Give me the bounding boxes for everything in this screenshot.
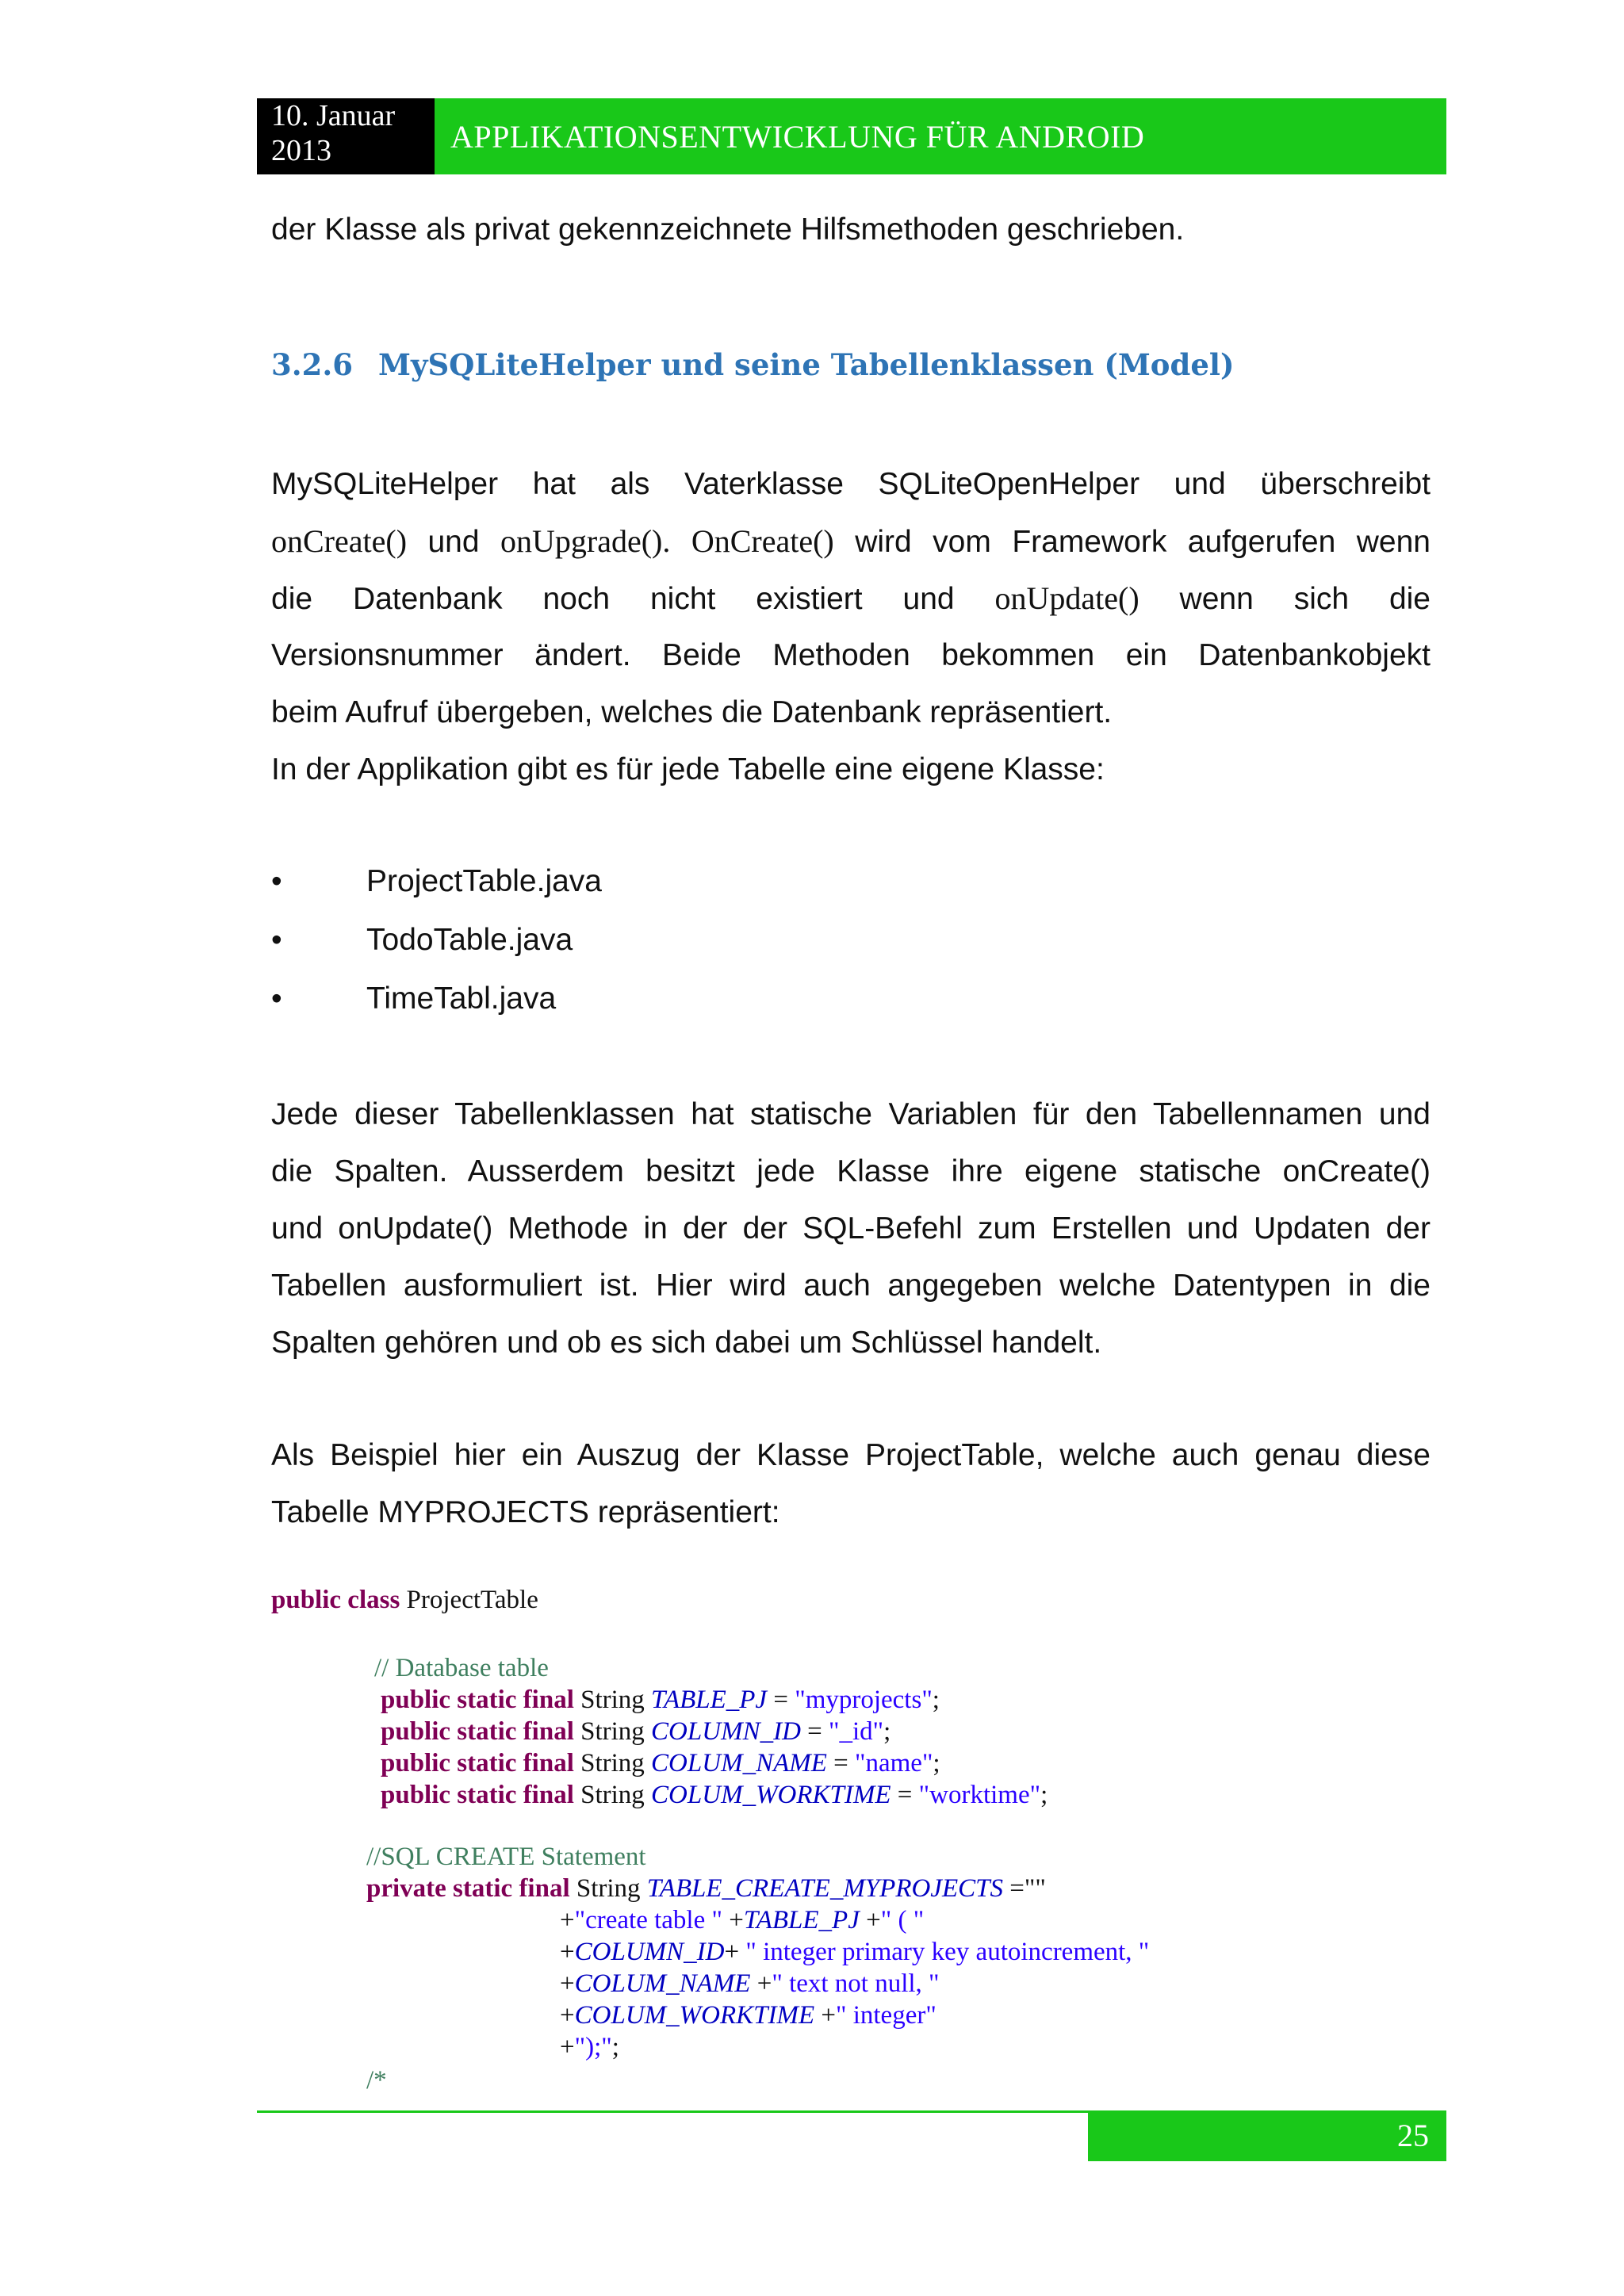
para2-line4: Tabellen ausformuliert ist. Hier wird auch angegeben welche Datentypen in die bbox=[271, 1269, 1431, 1303]
code-op: = bbox=[767, 1686, 795, 1714]
header-date-year: 2013 bbox=[271, 134, 331, 167]
code-string: "name" bbox=[855, 1749, 933, 1777]
code-ref-onupdate: onUpdate() bbox=[994, 580, 1139, 616]
code-line bbox=[560, 1936, 1149, 1968]
code-field: COLUM_NAME bbox=[574, 1969, 751, 1998]
code-line bbox=[381, 1779, 1048, 1811]
code-comment bbox=[374, 1652, 549, 1684]
bullet-icon: • bbox=[271, 982, 282, 1016]
para2-line3: und onUpdate() Methode in der der SQL-Befehl zum Erstellen und Updaten der bbox=[271, 1211, 1431, 1246]
code-field: COLUMN_ID bbox=[574, 1938, 725, 1966]
code-string: " integer" bbox=[836, 2001, 936, 2030]
code-type: String bbox=[573, 1749, 652, 1777]
header-date bbox=[257, 98, 435, 174]
intro-line: der Klasse als privat gekennzeichnete Hilfsmethoden geschrieben. bbox=[271, 212, 1185, 247]
code-op: ; bbox=[932, 1686, 940, 1714]
code-field: TABLE_PJ bbox=[743, 1906, 860, 1934]
code-keyword: public static final bbox=[381, 1749, 574, 1777]
code-string: "_id" bbox=[829, 1717, 884, 1746]
para3-line1: Als Beispiel hier ein Auszug der Klasse ProjectTable, welche auch genau diese bbox=[271, 1438, 1431, 1472]
code-line bbox=[560, 2031, 619, 2063]
code-string: " integer primary key autoincrement, " bbox=[745, 1938, 1150, 1966]
code-comment bbox=[366, 1841, 646, 1873]
code-line bbox=[560, 1999, 936, 2031]
code-op: + bbox=[750, 1969, 772, 1998]
para2-line5: Spalten gehören und ob es sich dabei um Schlüssel handelt. bbox=[271, 1326, 1102, 1360]
code-line bbox=[381, 1747, 940, 1779]
code-op: + bbox=[560, 1969, 575, 1998]
code-keyword: public class bbox=[271, 1586, 400, 1614]
para1-line5: beim Aufruf übergeben, welches die Datenbank repräsentiert. bbox=[271, 695, 1113, 729]
code-op: + bbox=[814, 2001, 836, 2030]
code-op: + bbox=[560, 2001, 575, 2030]
code-field: TABLE_PJ bbox=[651, 1686, 768, 1714]
code-keyword: public static final bbox=[381, 1717, 574, 1746]
para1-line2 bbox=[271, 513, 1431, 571]
code-keyword: public static final bbox=[381, 1781, 574, 1809]
code-op: = bbox=[800, 1717, 829, 1746]
code-string: "create table " bbox=[574, 1906, 722, 1934]
text-span: wird vom Framework aufgerufen wenn bbox=[833, 525, 1431, 559]
header-date-day: 10. Januar bbox=[271, 99, 396, 132]
code-op: + bbox=[724, 1938, 746, 1966]
code-op: ; bbox=[883, 1717, 891, 1746]
code-op: + bbox=[560, 2033, 575, 2061]
code-keyword: private static final bbox=[366, 1874, 570, 1903]
code-field: COLUMN_ID bbox=[651, 1717, 801, 1746]
code-ref-oncreate: onCreate() bbox=[271, 523, 408, 559]
code-line bbox=[366, 1873, 1046, 1904]
code-type: String bbox=[569, 1874, 647, 1903]
code-field: TABLE_CREATE_MYPROJECTS bbox=[646, 1874, 1003, 1903]
code-type: String bbox=[573, 1686, 652, 1714]
list-item-label: TodoTable.java bbox=[366, 923, 573, 957]
code-op: ; bbox=[611, 2033, 619, 2061]
code-keyword: public static final bbox=[381, 1686, 574, 1714]
code-ref-onupgrade: onUpgrade(). bbox=[500, 523, 671, 559]
header-title: APPLIKATIONSENTWICKLUNG FÜR ANDROID bbox=[450, 118, 1145, 155]
para1-line1: MySQLiteHelper hat als Vaterklasse SQLiteOpenHelper und überschreibt bbox=[271, 467, 1431, 501]
code-line bbox=[560, 1968, 940, 1999]
code-field: COLUM_WORKTIME bbox=[574, 2001, 815, 2030]
code-string: " text not null, " bbox=[772, 1969, 940, 1998]
code-op: ; bbox=[1040, 1781, 1048, 1809]
para3-line2: Tabelle MYPROJECTS repräsentiert: bbox=[271, 1495, 780, 1529]
code-line bbox=[381, 1684, 940, 1716]
code-ref-oncreate2: OnCreate() bbox=[691, 523, 834, 559]
section-title: MySQLiteHelper und seine Tabellenklassen (Model) bbox=[378, 347, 1235, 382]
para1-line6: In der Applikation gibt es für jede Tabelle eine eigene Klasse: bbox=[271, 752, 1105, 786]
text-span: und bbox=[407, 525, 501, 559]
bullet-icon: • bbox=[271, 923, 282, 957]
code-op: + bbox=[859, 1906, 881, 1934]
code-line bbox=[560, 1904, 924, 1936]
code-string: "worktime" bbox=[918, 1781, 1041, 1809]
code-op: + bbox=[722, 1906, 744, 1934]
code-op: + bbox=[560, 1938, 575, 1966]
code-op: + bbox=[560, 1906, 575, 1934]
list-item-label: ProjectTable.java bbox=[366, 864, 602, 898]
text-span: die Datenbank noch nicht existiert und bbox=[271, 582, 995, 616]
code-op: ; bbox=[933, 1749, 940, 1777]
para2-line1: Jede dieser Tabellenklassen hat statische Variablen für den Tabellennamen und bbox=[271, 1097, 1431, 1131]
code-op: = bbox=[826, 1749, 856, 1777]
code-field: COLUM_NAME bbox=[651, 1749, 827, 1777]
code-comment-text: //SQL CREATE Statement bbox=[366, 1843, 646, 1871]
code-comment-text: // Database table bbox=[374, 1654, 549, 1682]
para1-line4: Versionsnummer ändert. Beide Methoden bekommen ein Datenbankobjekt bbox=[271, 638, 1431, 672]
section-heading bbox=[271, 347, 1234, 382]
code-op: ="" bbox=[1002, 1874, 1046, 1903]
bullet-icon: • bbox=[271, 864, 282, 898]
code-class-decl bbox=[271, 1584, 538, 1616]
code-op: = bbox=[891, 1781, 919, 1809]
para2-line2: die Spalten. Ausserdem besitzt jede Klasse ihre eigene statische onCreate() bbox=[271, 1154, 1431, 1188]
code-field: COLUM_WORKTIME bbox=[651, 1781, 891, 1809]
code-string: ");" bbox=[574, 2033, 612, 2061]
code-comment-open bbox=[366, 2064, 387, 2096]
code-type: String bbox=[573, 1717, 652, 1746]
section-number: 3.2.6 bbox=[271, 347, 353, 382]
code-type: String bbox=[573, 1781, 652, 1809]
text-span bbox=[670, 525, 691, 559]
code-string: "myprojects" bbox=[795, 1686, 933, 1714]
code-comment-text: /* bbox=[366, 2066, 387, 2095]
text-span: wenn sich die bbox=[1139, 582, 1431, 616]
code-line bbox=[381, 1716, 891, 1747]
para1-line3 bbox=[271, 570, 1431, 628]
page-number: 25 bbox=[1088, 2110, 1446, 2161]
list-item-label: TimeTabl.java bbox=[366, 982, 557, 1016]
header-title-bar bbox=[435, 98, 1446, 174]
code-string: " ( " bbox=[880, 1906, 925, 1934]
code-class-name: ProjectTable bbox=[400, 1586, 538, 1614]
